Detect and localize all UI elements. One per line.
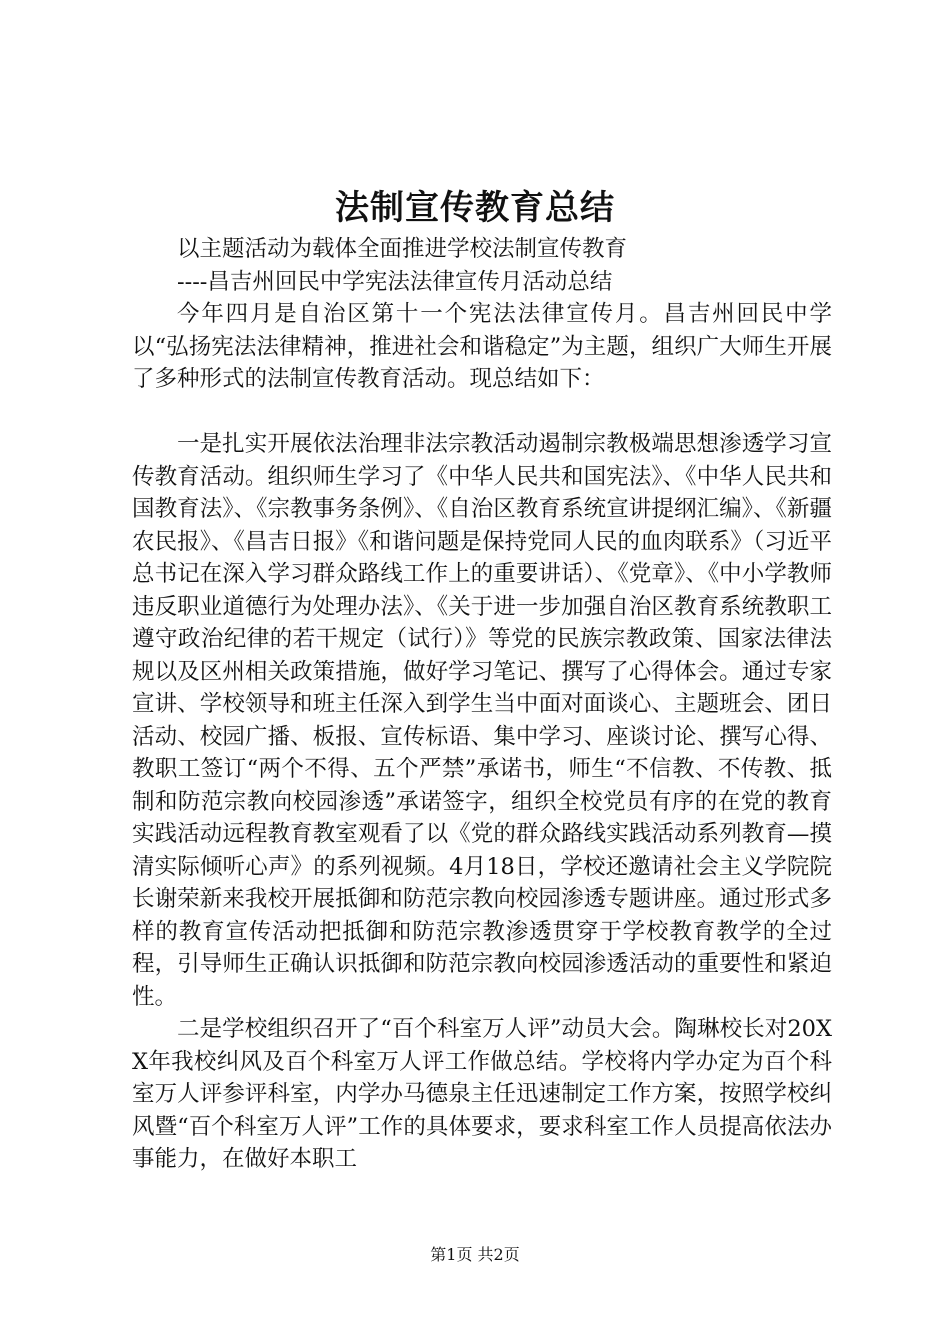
document-subtitle: 以主题活动为载体全面推进学校法制宣传教育: [177, 236, 628, 262]
document-title: 法制宣传教育总结: [335, 188, 615, 228]
paragraph-intro: 今年四月是自治区第十一个宪法法律宣传月。昌吉州回民中学以“弘扬宪法法律精神，推进社会和谐稳定”为主题，组织广大师生开展了多种形式的法制宣传教育活动。现总结如下：: [132, 301, 832, 392]
paragraph-gap: [132, 396, 832, 429]
page-footer: 第1页 共2页: [430, 1245, 520, 1264]
paragraph-one: 一是扎实开展依法治理非法宗教活动遏制宗教极端思想渗透学习宣传教育活动。组织师生学习了《中华人民共和国宪法》、《中华人民共和国教育法》、《宗教事务条例》、《自治区教育系统宣讲提纲汇编》、《新疆农民报》、《昌吉日报》《和谐问题是保持党同人民的血肉联系》（习近平总书记在深入学习群众路线工作上的重要讲话）、《党章》、《中小学教师违反职业道德行为处理办法》、《关于进一步加强自治区教育系统教职工遵守政治纪律的若干规定（试行）》等党的民族宗教政策、国家法律法规以及区州相关政策措施，做好学习笔记、撰写了心得体会。通过专家宣讲、学校领导和班主任深入到学生当中面对面谈心、主题班会、团日活动、校园广播、板报、宣传标语、集中学习、座谈讨论、撰写心得、教职工签订“两个不得、五个严禁”承诺书，师生“不信教、不传教、抵制和防范宗教向校园渗透”承诺签字，组织全校党员有序的在党的教育实践活动远程教育教室观看了以《党的群众路线实践活动系列教育—摸清实际倾听心声》的系列视频。4月18日，学校还邀请社会主义学院院长谢荣新来我校开展抵御和防范宗教向校园渗透专题讲座。通过形式多样的教育宣传活动把抵御和防范宗教渗透贯穿于学校教育教学的全过程，引导师生正确认识抵御和防范宗教向校园渗透活动的重要性和紧迫性。: [132, 431, 832, 1010]
document-subtitle-2: ----昌吉州回民中学宪法法律宣传月活动总结: [177, 268, 613, 295]
paragraph-two: 二是学校组织召开了“百个科室万人评”动员大会。陶琳校长对20XX年我校纠风及百个科室万人评工作做总结。学校将内学办定为百个科室万人评参评科室，内学办马德泉主任迅速制定工作方案，按照学校纠风暨“百个科室万人评”工作的具体要求，要求科室工作人员提高依法办事能力，在做好本职工: [132, 1016, 832, 1172]
document-body: [132, 233, 832, 1176]
